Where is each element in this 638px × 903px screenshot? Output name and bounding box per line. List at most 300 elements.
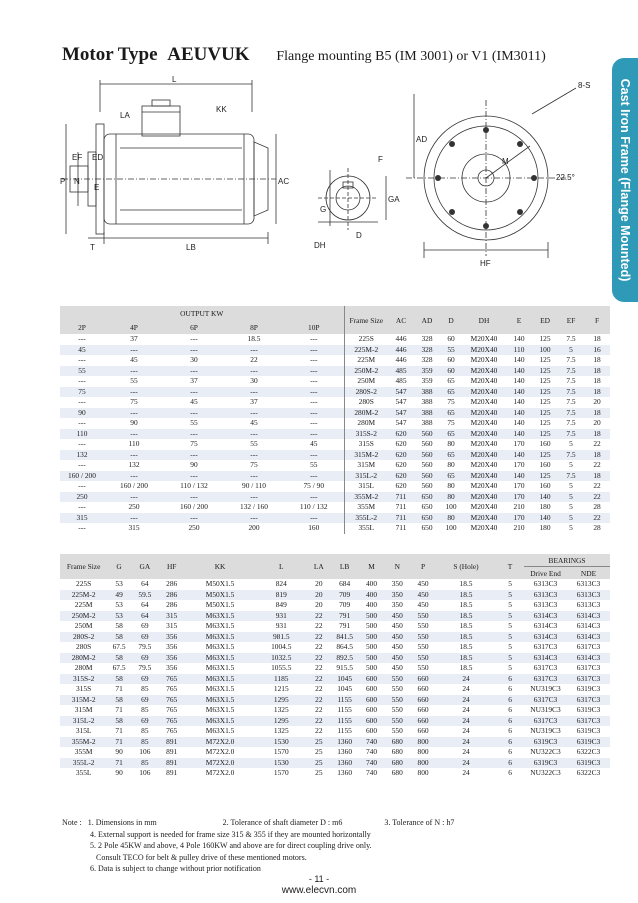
table-cell: 140: [506, 366, 532, 377]
table-cell: 446: [388, 345, 414, 356]
col-header: GA: [131, 554, 159, 579]
table-cell: M63X1.5: [205, 726, 235, 735]
table-cell: 80: [447, 460, 455, 469]
table-cell: 6314C3: [533, 621, 558, 630]
table-cell: ---: [78, 481, 86, 490]
label-LA: LA: [120, 111, 130, 120]
table-cell: 315M-2: [60, 695, 107, 706]
table-cell: 110 / 132: [299, 502, 328, 511]
table-cell: M72X2.0: [185, 737, 256, 748]
table-cell: 1530: [255, 737, 307, 748]
table-cell: 7.5: [566, 418, 576, 427]
label-L: L: [172, 75, 177, 84]
table-cell: ---: [224, 345, 284, 356]
frame-table-body: [60, 579, 610, 779]
table-cell: M20X40: [462, 366, 506, 377]
table-cell: 106: [139, 747, 151, 756]
label-HF: HF: [480, 259, 491, 268]
table-cell: 125: [532, 387, 558, 398]
table-cell: ---: [78, 418, 86, 427]
table-cell: 140: [513, 418, 525, 427]
table-cell: M20X40: [470, 439, 498, 448]
table-cell: 180: [539, 502, 551, 511]
table-cell: 106: [139, 768, 151, 777]
table-cell: 250: [128, 502, 140, 511]
table-cell: 6313C3: [533, 600, 558, 609]
table-cell: 71: [115, 705, 123, 714]
table-cell: 800: [410, 737, 436, 748]
table-cell: 25: [315, 768, 323, 777]
table-row: [60, 663, 610, 674]
table-cell: 65: [440, 387, 462, 398]
table-cell: 22: [584, 513, 610, 524]
table-cell: 18.5: [436, 653, 496, 664]
table-cell: 170: [513, 481, 525, 490]
table-cell: 22: [315, 621, 323, 630]
table-cell: NU319C3: [530, 726, 561, 735]
table-row: [60, 674, 610, 685]
table-cell: 20: [315, 600, 323, 609]
table-cell: M63X1.5: [205, 684, 235, 693]
table-cell: 250: [60, 492, 104, 503]
table-cell: 125: [532, 450, 558, 461]
table-cell: 620: [395, 439, 407, 448]
table-cell: 69: [131, 716, 159, 727]
table-cell: 450: [391, 642, 403, 651]
table-cell: ---: [224, 492, 284, 503]
table-row: [60, 502, 610, 513]
table-cell: 355M-2: [344, 492, 388, 503]
label-KK: KK: [216, 105, 227, 114]
table-cell: M20X40: [470, 460, 498, 469]
table-row: [60, 737, 610, 748]
table-cell: 71: [107, 737, 131, 748]
output-dimension-table: [60, 306, 610, 534]
label-AC: AC: [278, 177, 290, 186]
table-cell: 5: [508, 621, 512, 630]
table-cell: 500: [359, 632, 385, 643]
table-row: [60, 716, 610, 727]
notes: [62, 817, 454, 875]
table-cell: 891: [159, 758, 185, 769]
table-cell: 500: [365, 663, 378, 672]
table-cell: 75: [250, 460, 258, 469]
table-cell: M63X1.5: [185, 716, 256, 727]
table-cell: ---: [310, 334, 318, 343]
table-cell: 1325: [273, 705, 289, 714]
table-cell: 100: [532, 345, 558, 356]
table-cell: 22: [307, 674, 331, 685]
table-cell: ---: [190, 334, 198, 343]
table-cell: 170: [513, 439, 525, 448]
table-cell: 6319C3: [567, 758, 610, 769]
col-header: EF: [558, 306, 584, 334]
table-cell: 680: [384, 758, 410, 769]
table-cell: ---: [78, 334, 86, 343]
table-cell: 6317C3: [567, 716, 610, 727]
table-cell: 6317C3: [567, 695, 610, 706]
table-cell: M20X40: [462, 492, 506, 503]
table-cell: 315S: [76, 684, 92, 693]
table-cell: 80: [440, 492, 462, 503]
table-cell: 24: [436, 758, 496, 769]
table-row: [60, 726, 610, 737]
table-cell: 550: [384, 716, 410, 727]
table-cell: 22: [315, 663, 323, 672]
table-cell: 600: [359, 674, 385, 685]
table-cell: 37: [130, 334, 138, 343]
table-cell: 140: [506, 429, 532, 440]
table-cell: 315S-2: [344, 429, 388, 440]
table-cell: 60: [440, 366, 462, 377]
table-cell: 600: [365, 705, 378, 714]
table-cell: 680: [391, 747, 403, 756]
table-cell: 1295: [255, 716, 307, 727]
table-cell: 350: [391, 579, 403, 588]
table-cell: 711: [388, 492, 414, 503]
table-cell: 49: [107, 590, 131, 601]
table-cell: 680: [384, 737, 410, 748]
table-cell: 6317C3: [576, 642, 601, 651]
frame-size-header: Frame Size: [344, 306, 388, 334]
table-cell: 75: [130, 397, 138, 406]
table-cell: M63X1.5: [185, 632, 256, 643]
table-cell: 1360: [331, 737, 359, 748]
table-cell: 450: [417, 579, 429, 588]
table-cell: 547: [388, 408, 414, 419]
table-cell: 24: [462, 684, 470, 693]
col-header: F: [584, 306, 610, 334]
table-cell: 18.5: [459, 663, 473, 672]
table-cell: M72X2.0: [205, 747, 235, 756]
table-cell: 7.5: [566, 397, 576, 406]
table-cell: 55: [60, 366, 104, 377]
table-row: [60, 471, 610, 482]
col-header: AD: [414, 306, 440, 334]
table-cell: 20: [307, 590, 331, 601]
table-cell: ---: [164, 513, 224, 524]
table-cell: 45: [130, 355, 138, 364]
table-cell: 6317C3: [576, 663, 601, 672]
table-cell: 6314C3: [567, 653, 610, 664]
table-cell: 356: [159, 632, 185, 643]
col-header: 2P: [60, 320, 104, 334]
table-cell: 125: [539, 355, 551, 364]
table-cell: 24: [436, 716, 496, 727]
table-cell: M20X40: [470, 523, 498, 532]
table-cell: 355M: [344, 502, 388, 513]
table-cell: M20X40: [470, 376, 498, 385]
table-cell: 30: [250, 376, 258, 385]
table-cell: 140: [513, 334, 525, 343]
label-DH: DH: [314, 241, 326, 250]
table-row: [60, 376, 610, 387]
table-cell: 75 / 90: [303, 481, 325, 490]
table-cell: 140: [506, 471, 532, 482]
table-cell: 75: [60, 387, 104, 398]
table-cell: 315M: [74, 705, 93, 714]
table-row: [60, 695, 610, 706]
table-cell: 22: [593, 481, 601, 490]
table-cell: 711: [395, 523, 407, 532]
table-cell: 6314C3: [567, 611, 610, 622]
table-cell: 5: [569, 523, 573, 532]
table-cell: 560: [421, 439, 433, 448]
label-EF: EF: [72, 153, 83, 162]
table-cell: 765: [166, 684, 178, 693]
table-cell: 80: [447, 439, 455, 448]
table-cell: M50X1.5: [185, 590, 256, 601]
table-cell: 90 / 110: [242, 481, 266, 490]
table-cell: 280M: [344, 418, 388, 429]
table-cell: 740: [359, 758, 385, 769]
table-cell: 1360: [331, 758, 359, 769]
table-cell: 22: [315, 684, 323, 693]
table-cell: 1360: [337, 768, 353, 777]
notes-label: Note :: [62, 818, 82, 827]
table-cell: 650: [414, 513, 440, 524]
table-cell: 355L-2: [60, 758, 107, 769]
table-cell: 7.5: [558, 408, 584, 419]
label-N: N: [74, 177, 80, 186]
table-cell: 6319C3: [576, 684, 601, 693]
label-holes: 8-S: [578, 81, 591, 90]
table-cell: 58: [107, 653, 131, 664]
table-cell: M20X40: [462, 450, 506, 461]
table-cell: 350: [384, 590, 410, 601]
table-cell: 550: [384, 674, 410, 685]
table-cell: 660: [410, 674, 436, 685]
label-D: D: [356, 231, 362, 240]
table-cell: 356: [166, 642, 178, 651]
table-cell: M63X1.5: [185, 653, 256, 664]
table-cell: 550: [417, 642, 429, 651]
table-cell: 280M-2: [60, 653, 107, 664]
table-cell: ---: [164, 366, 224, 377]
table-cell: 225S: [344, 334, 388, 345]
table-cell: 1295: [255, 695, 307, 706]
table-cell: 18: [584, 429, 610, 440]
table-cell: 891: [159, 737, 185, 748]
table-cell: ---: [104, 387, 164, 398]
table-cell: 765: [159, 695, 185, 706]
table-cell: 328: [414, 345, 440, 356]
table-cell: 210: [513, 523, 525, 532]
table-cell: 711: [395, 502, 407, 511]
table-cell: 359: [414, 366, 440, 377]
table-cell: NU322C3: [530, 768, 561, 777]
table-cell: 6314C3: [576, 621, 601, 630]
table-cell: M63X1.5: [185, 674, 256, 685]
table-cell: 6317C3: [524, 695, 567, 706]
table-cell: 446: [395, 355, 407, 364]
col-header: G: [107, 554, 131, 579]
table-cell: 58: [107, 716, 131, 727]
table-cell: 6319C3: [524, 737, 567, 748]
col-header: DH: [462, 306, 506, 334]
label-M: M: [502, 157, 509, 166]
table-cell: 5: [569, 481, 573, 490]
table-cell: 765: [166, 705, 178, 714]
table-cell: 800: [417, 768, 429, 777]
col-header: 10P: [284, 320, 344, 334]
table-row: [60, 387, 610, 398]
table-cell: 892.5: [331, 653, 359, 664]
table-cell: ---: [78, 502, 86, 511]
table-row: [60, 366, 610, 377]
table-cell: 355L: [75, 768, 92, 777]
table-cell: 450: [384, 632, 410, 643]
table-cell: 58: [107, 632, 131, 643]
table-cell: M72X2.0: [185, 758, 256, 769]
col-header: 6P: [164, 320, 224, 334]
table-cell: 125: [532, 429, 558, 440]
table-cell: ---: [78, 376, 86, 385]
table-cell: 25: [307, 758, 331, 769]
table-cell: ---: [284, 450, 344, 461]
table-cell: 550: [384, 695, 410, 706]
table-cell: 355L-2: [344, 513, 388, 524]
table-cell: 1045: [337, 684, 353, 693]
table-cell: 315: [159, 611, 185, 622]
col-header: E: [506, 306, 532, 334]
table-cell: 709: [331, 590, 359, 601]
table-cell: 547: [395, 418, 407, 427]
col-header: T: [496, 554, 524, 579]
table-cell: M20X40: [462, 513, 506, 524]
website-link[interactable]: www.elecvn.com: [281, 885, 357, 896]
table-cell: 18.5: [459, 579, 473, 588]
table-cell: 65: [447, 376, 455, 385]
table-cell: 280S-2: [60, 632, 107, 643]
col-header: 4P: [104, 320, 164, 334]
table-cell: 160: [539, 439, 551, 448]
frame-dimension-table: [60, 554, 610, 779]
table-row: [60, 334, 610, 345]
table-cell: 18.5: [436, 611, 496, 622]
table-cell: 1570: [273, 747, 289, 756]
table-cell: 6313C3: [533, 579, 558, 588]
table-row: [60, 418, 610, 429]
table-cell: 58: [107, 695, 131, 706]
table-cell: 140: [532, 492, 558, 503]
table-cell: ---: [284, 492, 344, 503]
table-cell: ---: [164, 450, 224, 461]
note-4: 4. External support is needed for frame size 315 & 355 if they are mounted horizontally: [90, 829, 371, 839]
table-cell: 22: [307, 695, 331, 706]
table-cell: 18: [584, 408, 610, 419]
page-title: [62, 44, 546, 66]
table-row: [60, 513, 610, 524]
table-cell: 55: [310, 460, 318, 469]
table-cell: 6313C3: [567, 590, 610, 601]
table-cell: 125: [539, 418, 551, 427]
table-row: [60, 642, 610, 653]
table-cell: 6: [508, 747, 512, 756]
table-cell: 450: [391, 621, 403, 630]
table-cell: 85: [131, 758, 159, 769]
table-cell: ---: [224, 513, 284, 524]
table-cell: 560: [414, 471, 440, 482]
table-cell: 550: [417, 663, 429, 672]
table-cell: ---: [78, 439, 86, 448]
table-cell: 90: [60, 408, 104, 419]
table-cell: 1055.5: [271, 663, 292, 672]
table-cell: 740: [365, 768, 378, 777]
table-cell: 18: [584, 471, 610, 482]
table-row: [60, 579, 610, 590]
table-cell: 5: [508, 600, 512, 609]
table-row: [60, 653, 610, 664]
table-cell: 55: [190, 418, 198, 427]
table-row: [60, 450, 610, 461]
table-cell: 931: [255, 611, 307, 622]
nde-header: NDE: [567, 567, 610, 580]
table-row: [60, 600, 610, 611]
table-cell: 22: [307, 716, 331, 727]
table-cell: 225M-2: [60, 590, 107, 601]
label-F: F: [378, 155, 383, 164]
table-cell: 18: [593, 355, 601, 364]
side-tab-label: Cast Iron Frame (Flange Mounted): [618, 78, 632, 282]
table-cell: 170: [506, 492, 532, 503]
table-cell: 69: [131, 632, 159, 643]
table-cell: NU319C3: [530, 705, 561, 714]
table-cell: 18.5: [459, 621, 473, 630]
table-cell: 79.5: [138, 642, 152, 651]
table-cell: 400: [365, 579, 378, 588]
table-row: [60, 345, 610, 356]
table-cell: 286: [166, 579, 178, 588]
note-5a: 5. 2 Pole 45KW and above, 4 Pole 160KW and above are for direct coupling drive only.: [90, 841, 372, 850]
table-cell: 1360: [337, 747, 353, 756]
table-row: [60, 632, 610, 643]
table-cell: 53: [107, 611, 131, 622]
table-cell: 30: [190, 355, 198, 364]
label-ED: ED: [92, 153, 104, 162]
col-header: D: [440, 306, 462, 334]
table-cell: 550: [410, 653, 436, 664]
table-cell: 1155: [331, 716, 359, 727]
table-cell: 315M-2: [344, 450, 388, 461]
table-cell: 6313C3: [576, 600, 601, 609]
table-cell: 1530: [255, 758, 307, 769]
table-cell: 7.5: [566, 355, 576, 364]
label-LB: LB: [186, 243, 196, 252]
table-cell: 60: [447, 355, 455, 364]
table-cell: 315L: [344, 481, 388, 492]
table-cell: 18.5: [459, 600, 473, 609]
table-cell: 24: [462, 747, 470, 756]
table-cell: 841.5: [331, 632, 359, 643]
table-cell: ---: [224, 408, 284, 419]
table-cell: 85: [141, 705, 149, 714]
table-cell: 65: [440, 408, 462, 419]
table-cell: 24: [462, 705, 470, 714]
table-cell: 280S: [76, 642, 92, 651]
table-cell: M20X40: [470, 481, 498, 490]
table-cell: 225M: [74, 600, 93, 609]
table-cell: 765: [159, 674, 185, 685]
table-cell: 125: [539, 376, 551, 385]
table-cell: 90: [115, 768, 123, 777]
table-cell: 18.5: [247, 334, 261, 343]
table-cell: 560: [414, 450, 440, 461]
table-cell: 22: [307, 632, 331, 643]
table-cell: ---: [164, 408, 224, 419]
col-header: 8P: [224, 320, 284, 334]
label-AD: AD: [416, 135, 428, 144]
